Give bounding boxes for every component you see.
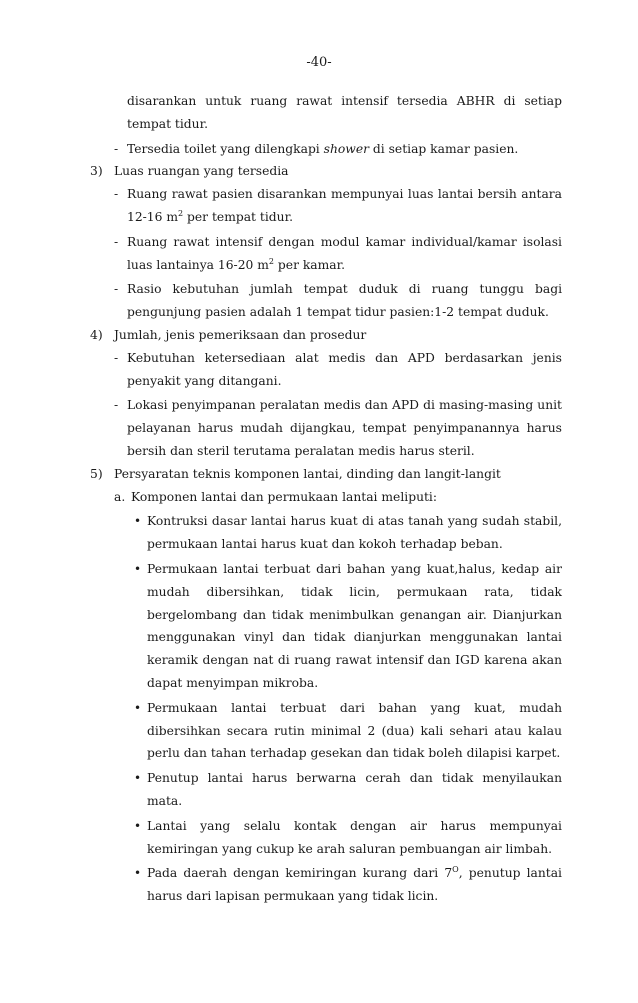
bullet-item: [90, 558, 562, 695]
toilet-text-after: di setiap kamar pasien.: [368, 141, 519, 156]
dash-marker: -: [114, 282, 119, 297]
bullet-text-after: , penutup lantai harus dari lapisan permukaan yang tidak licin.: [147, 866, 562, 904]
list-item-seat-ratio: [90, 278, 562, 324]
bullet-item: [90, 862, 562, 908]
bullet-marker: •: [134, 866, 142, 881]
intensive-room-text-after: per kamar.: [274, 257, 346, 272]
bullet-marker: •: [134, 771, 142, 786]
section-5-heading: [90, 463, 562, 486]
bullet-marker: •: [134, 818, 142, 833]
page-number: -40-: [306, 55, 332, 70]
bullet-marker: •: [134, 514, 142, 529]
degree-superscript: O: [452, 865, 459, 875]
bullet-text: Permukaan lantai terbuat dari bahan yang kuat, mudah dibersihkan secara rutin minimal 2 (dua) kali sehari atau kalau perlu dan tahan terhadap gesekan dan tidak boleh dilapisi karpet.: [147, 700, 562, 761]
subsection-a-title: Komponen lantai dan permukaan lantai meliputi:: [131, 489, 438, 504]
superscript: 2: [268, 256, 275, 266]
dash-marker: -: [114, 398, 119, 413]
section-3-title: Luas ruangan yang tersedia: [114, 164, 289, 179]
bullet-text: Lantai yang selalu kontak dengan air harus mempunyai kemiringan yang cukup ke arah saluran pembuangan air limbah.: [147, 818, 562, 856]
section-3-heading: [90, 160, 562, 183]
bullet-item: [90, 697, 562, 765]
seat-ratio-text: Rasio kebutuhan jumlah tempat duduk di ruang tunggu bagi pengunjung pasien adalah 1 tempat tidur pasien:1-2 tempat duduk.: [127, 282, 562, 320]
bullet-marker: •: [134, 561, 142, 576]
bullet-text: Penutup lantai harus berwarna cerah dan tidak menyilaukan mata.: [147, 771, 562, 808]
section-4-number: 4): [90, 327, 103, 342]
bullet-text: Permukaan lantai terbuat dari bahan yang kuat,halus, kedap air mudah dibersihkan, tidak licin, permukaan rata, tidak bergelombang dan tidak menimbulkan genangan air. Dianjurkan menggunakan vinyl dan tidak dianjurkan menggunakan lantai keramik dengan nat di ruang rawat intensif dan IGD karena akan dapat menyimpan mikroba.: [147, 561, 562, 690]
list-item-storage-location: [90, 394, 562, 462]
section-5-number: 5): [90, 466, 103, 481]
section-4-heading: [90, 324, 562, 347]
section-4-title: Jumlah, jenis pemeriksaan dan prosedur: [114, 327, 367, 342]
section-3-number: 3): [90, 164, 103, 179]
equipment-needs-text: Kebutuhan ketersediaan alat medis dan APD berdasarkan jenis penyakit yang ditangani.: [127, 350, 562, 388]
bullet-item: [90, 767, 562, 813]
bullet-text: Kontruksi dasar lantai harus kuat di atas tanah yang sudah stabil, permukaan lantai harus kuat dan kokoh terhadap beban.: [147, 514, 562, 552]
list-item-equipment-needs: [90, 347, 562, 393]
list-item-room-area: [90, 183, 562, 229]
subsection-a-heading: [90, 486, 562, 509]
room-area-text: Ruang rawat pasien disarankan mempunyai luas lantai bersih antara 12-16 m: [127, 187, 562, 224]
storage-location-text: Lokasi penyimpanan peralatan medis dan APD di masing-masing unit pelayanan harus mudah dijangkau, tempat penyimpanannya harus bersih dan steril terutama peralatan medis harus steril.: [127, 398, 562, 458]
list-item-intensive-room: [90, 231, 562, 277]
bullet-text: Pada daerah dengan kemiringan kurang dari 7: [147, 866, 453, 881]
bullet-marker: •: [134, 700, 142, 715]
toilet-text-emph: shower: [323, 141, 369, 156]
bullet-item: [90, 510, 562, 556]
bullet-item: [90, 815, 562, 861]
superscript: 2: [178, 208, 184, 218]
dash-marker: -: [114, 234, 119, 249]
intensive-room-text: Ruang rawat intensif dengan modul kamar individual/kamar isolasi luas lantainya 16-20 m: [127, 234, 562, 272]
section-5-title: Persyaratan teknis komponen lantai, dinding dan langit-langit: [114, 466, 501, 481]
toilet-text-before: Tersedia toilet yang dilengkapi: [127, 141, 324, 156]
dash-marker: -: [114, 141, 119, 156]
subsection-a-letter: a.: [114, 489, 126, 504]
intro-continuation: disarankan untuk ruang rawat intensif tersedia ABHR di setiap tempat tidur.: [127, 94, 562, 131]
room-area-text-after: per tempat tidur.: [183, 209, 294, 224]
dash-marker: -: [114, 350, 119, 365]
list-item-toilet: [90, 138, 562, 161]
dash-marker: -: [114, 187, 119, 202]
document-body: [90, 90, 562, 908]
